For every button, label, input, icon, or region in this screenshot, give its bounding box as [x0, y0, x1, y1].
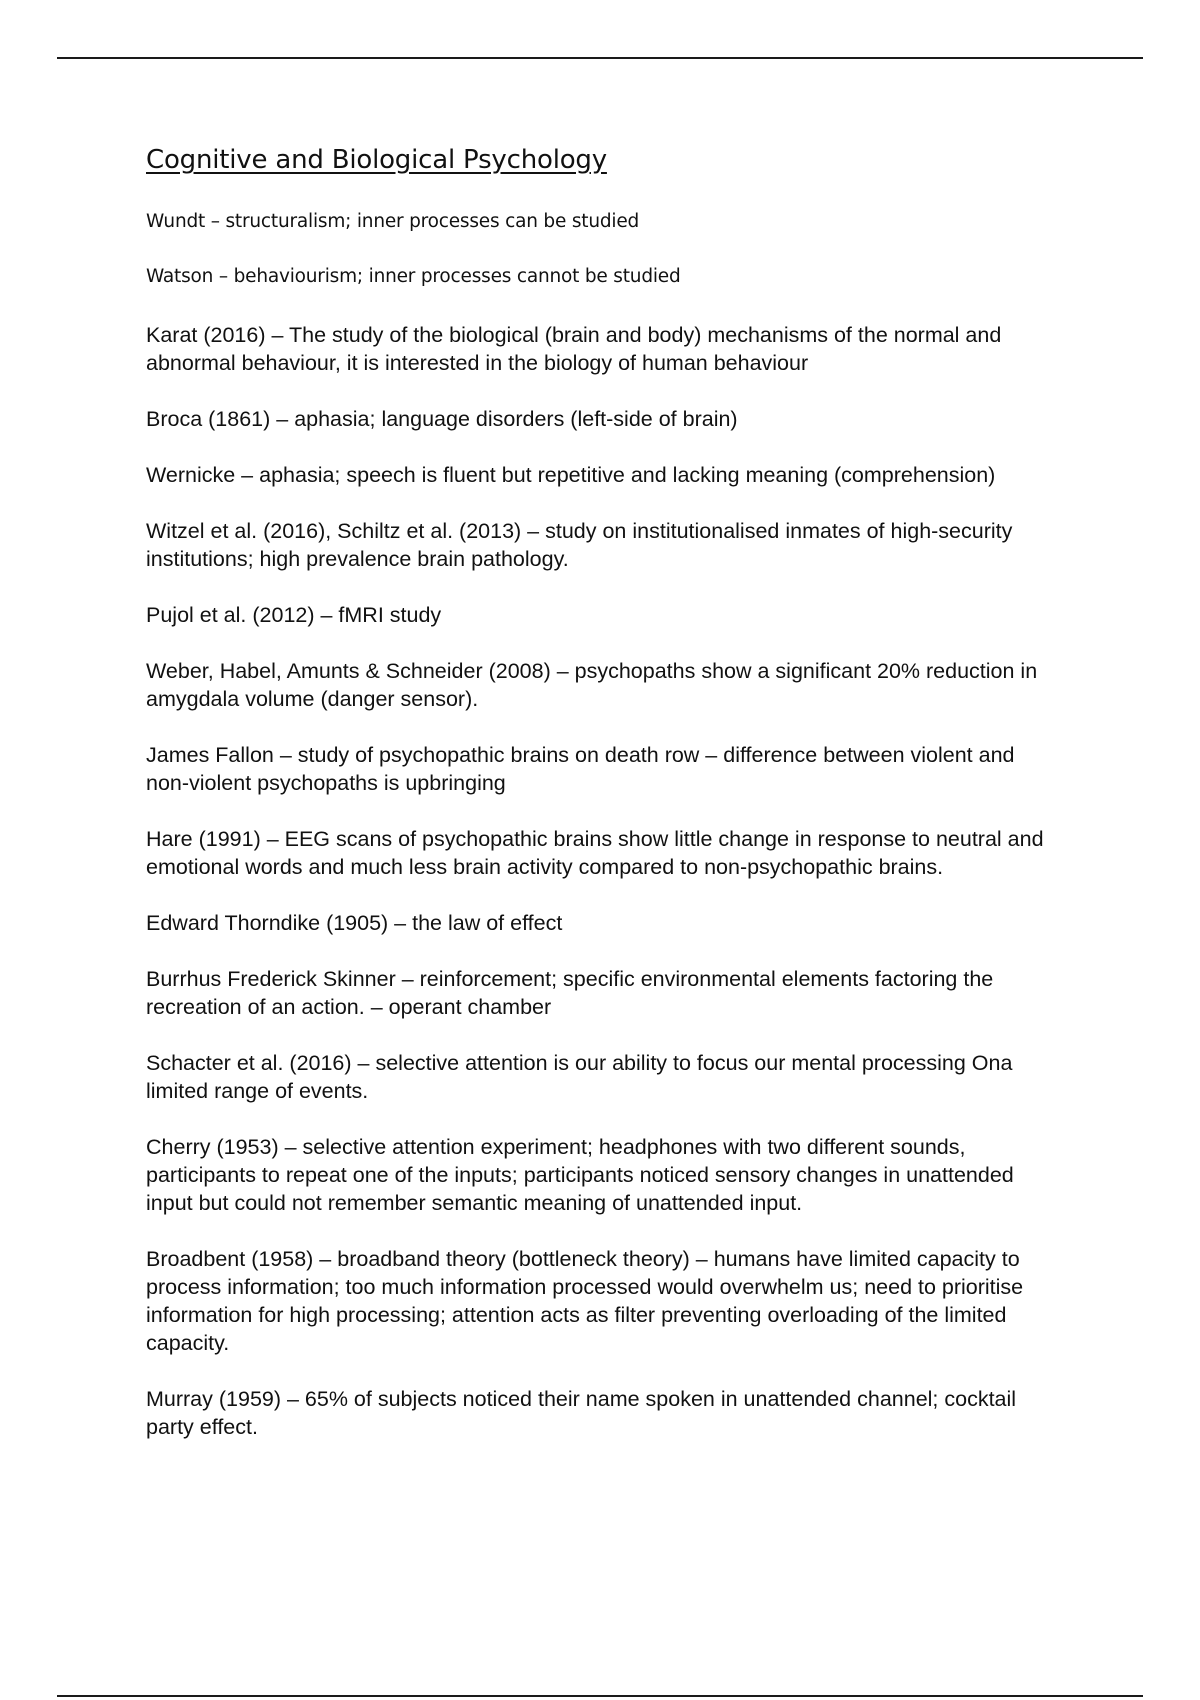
- note-weber: Weber, Habel, Amunts & Schneider (2008) – psychopaths show a significant 20% reduction in amygdala volume (danger sensor).: [146, 659, 1038, 711]
- note-fallon: James Fallon – study of psychopathic brains on death row – difference between violent and non-violent psychopaths is upbringing: [146, 743, 1015, 795]
- note-wundt: Wundt – structuralism; inner processes can be studied: [146, 211, 640, 232]
- header-rule: [57, 57, 1143, 59]
- note-cherry: Cherry (1953) – selective attention experiment; headphones with two different sounds, participants to repeat one of the inputs; participants noticed sensory changes in unattended input but could not remember semantic meaning of unattended input.: [146, 1135, 1014, 1215]
- note-skinner: Burrhus Frederick Skinner – reinforcement; specific environmental elements factoring the recreation of an action. – operant chamber: [146, 967, 994, 1019]
- note-watson: Watson – behaviourism; inner processes cannot be studied: [146, 266, 681, 287]
- note-wernicke: Wernicke – aphasia; speech is fluent but repetitive and lacking meaning (comprehension): [146, 463, 996, 487]
- note-broadbent: Broadbent (1958) – broadband theory (bottleneck theory) – humans have limited capacity to process information; too much information processed would overwhelm us; need to prioritise information for high processing; attention acts as filter preventing overloading of the limited capacity.: [146, 1247, 1024, 1355]
- note-witzel: Witzel et al. (2016), Schiltz et al. (2013) – study on institutionalised inmates of high-security institutions; high prevalence brain pathology.: [146, 519, 1013, 571]
- note-thorndike: Edward Thorndike (1905) – the law of effect: [146, 911, 563, 935]
- footer-rule: [57, 1695, 1143, 1697]
- note-hare: Hare (1991) – EEG scans of psychopathic brains show little change in response to neutral and emotional words and much less brain activity compared to non-psychopathic brains.: [146, 827, 1044, 879]
- note-schacter: Schacter et al. (2016) – selective attention is our ability to focus our mental processing Ona limited range of events.: [146, 1051, 1013, 1103]
- note-murray: Murray (1959) – 65% of subjects noticed their name spoken in unattended channel; cocktail party effect.: [146, 1387, 1017, 1439]
- note-broca: Broca (1861) – aphasia; language disorders (left-side of brain): [146, 407, 738, 431]
- document-body: [146, 145, 1046, 1469]
- page-title: Cognitive and Biological Psychology: [146, 145, 607, 175]
- note-pujol: Pujol et al. (2012) – fMRI study: [146, 603, 442, 627]
- note-karat: Karat (2016) – The study of the biological (brain and body) mechanisms of the normal and abnormal behaviour, it is interested in the biology of human behaviour: [146, 323, 1002, 375]
